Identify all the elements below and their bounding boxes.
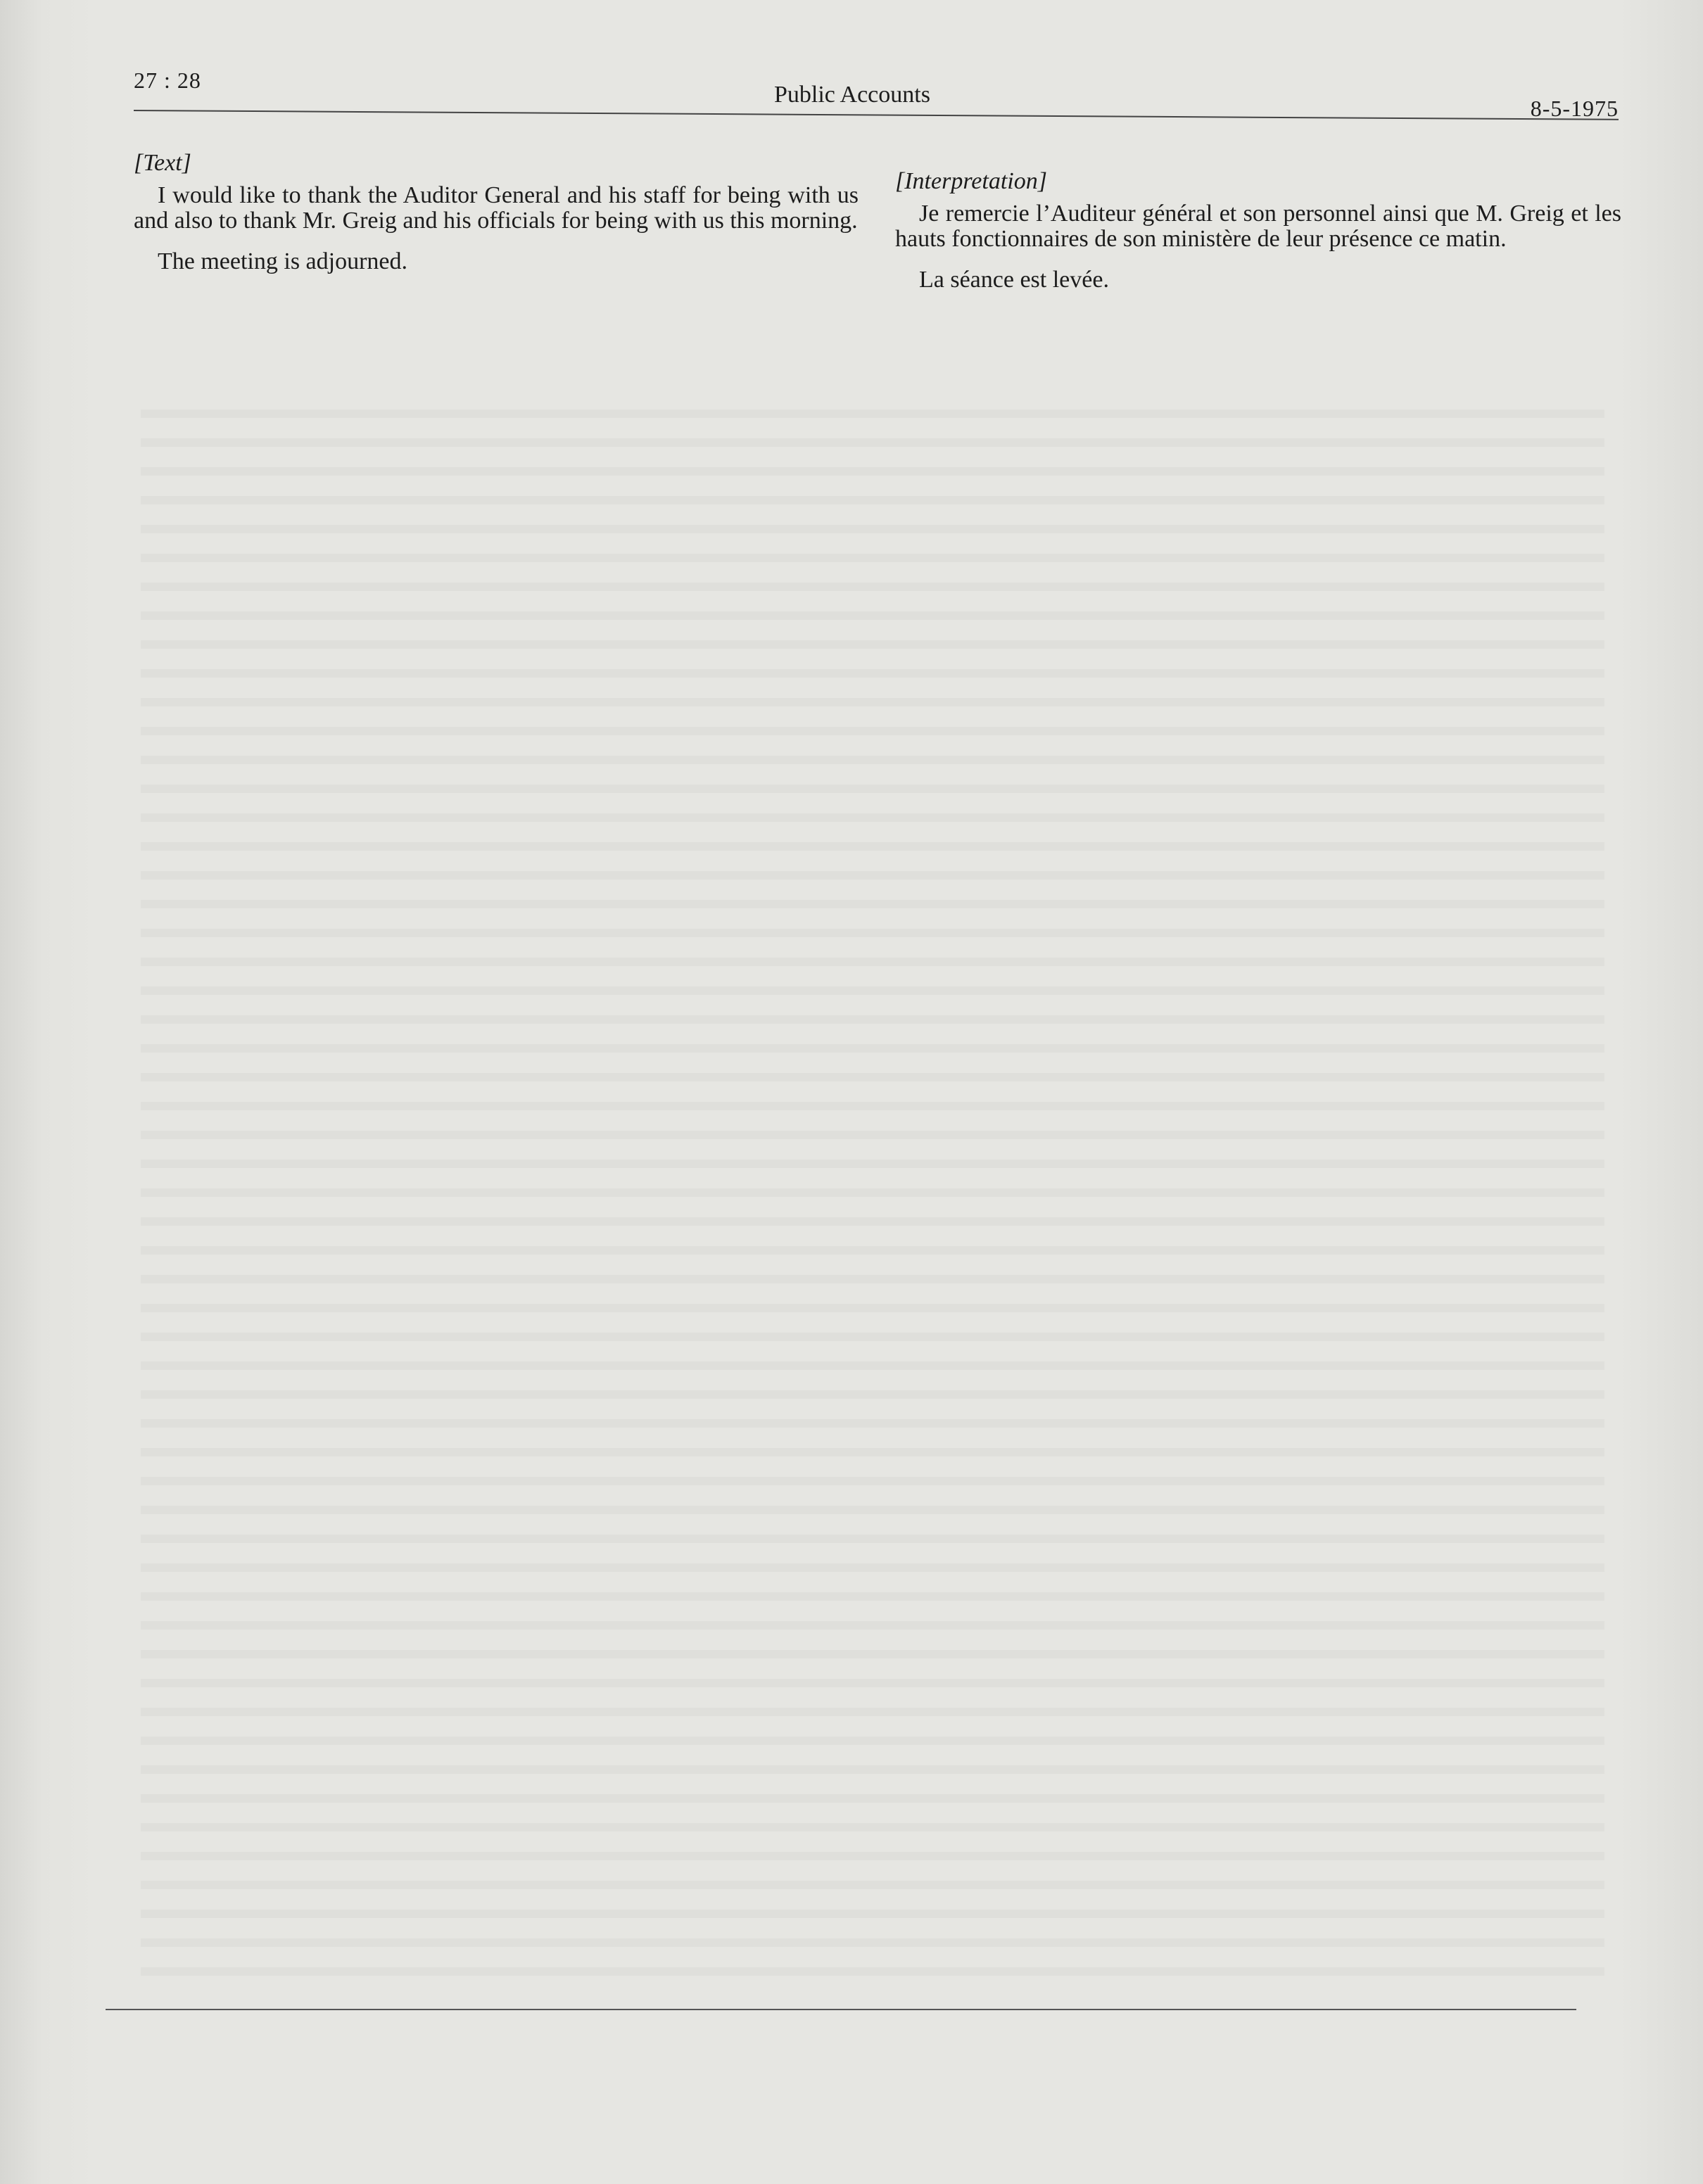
french-column xyxy=(895,169,1621,308)
header-rule xyxy=(134,110,1619,120)
french-paragraph-adjourned: La séance est levée. xyxy=(919,267,1109,293)
english-paragraph-thanks: I would like to thank the Auditor General and his staff for being with us and also to thank Mr. Greig and his officials for being with us this morning. xyxy=(134,182,859,234)
english-paragraph-adjourned: The meeting is adjourned. xyxy=(158,248,408,275)
text-label: [Text] xyxy=(134,150,191,176)
interpretation-label: [Interpretation] xyxy=(895,168,1047,194)
show-through-text xyxy=(141,394,1604,1984)
footer-rule xyxy=(106,2009,1576,2010)
french-paragraph-thanks: Je remercie l’Auditeur général et son personnel ainsi que M. Greig et les hauts fonctionnaires de son ministère de leur présence ce matin. xyxy=(895,201,1621,253)
page-date: 8-5-1975 xyxy=(1530,96,1619,121)
running-title: Public Accounts xyxy=(774,82,930,108)
english-column xyxy=(134,151,859,290)
page-number: 27 : 28 xyxy=(134,68,201,93)
